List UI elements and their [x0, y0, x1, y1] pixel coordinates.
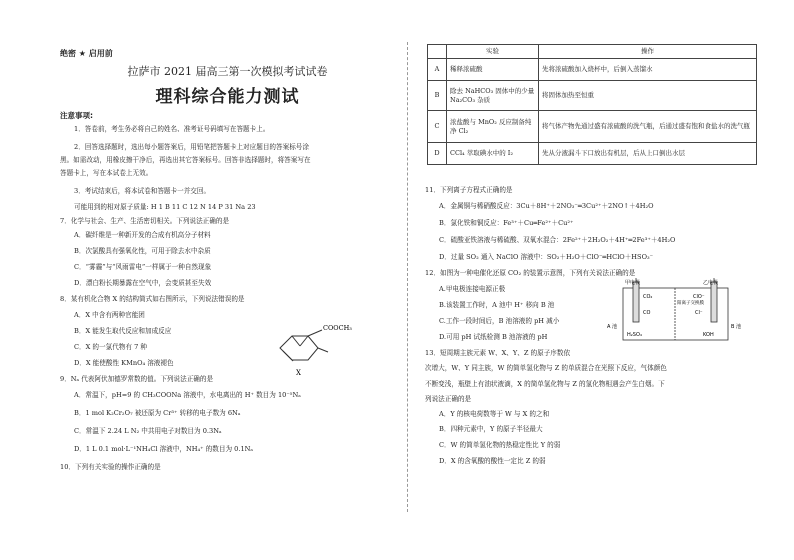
q13-option-b: B．四种元素中，Y 的原子半径最大: [439, 425, 543, 433]
table-header-row: [428, 45, 757, 59]
note-2: 2．回答选择题时，选出每小题答案后，用铅笔把答题卡上对应题目的答案标号涂: [74, 143, 309, 151]
experiment-table: [427, 44, 757, 165]
table-row: [428, 143, 757, 165]
ester-label: COOCH₃: [323, 324, 352, 332]
row-label: D: [428, 143, 447, 165]
operation-cell: 将气体产物先通过盛有浓硫酸的洗气瓶，后通过盛有饱和食盐水的洗气瓶: [539, 111, 757, 143]
experiment-cell: CCl₄ 萃取碘水中的 I₂: [447, 143, 539, 165]
q13-stem: 13．短周期主族元素 W、X、Y、Z 的原子序数依: [425, 349, 571, 357]
methyl-bond: [318, 348, 328, 352]
right-pool-label: B 池: [731, 324, 742, 330]
confidential-mark: 绝密 ★ 启用前: [60, 49, 113, 58]
q12-stem: 12．如图为一种电催化还原 CO₂ 的装置示意图，下列有关说法正确的是: [425, 269, 636, 277]
bridge-bond: [300, 336, 308, 346]
bridge-bond: [292, 336, 300, 346]
exam-title: 拉萨市 2021 届高三第一次模拟考试试卷: [127, 65, 328, 78]
left-solution-label: H₂SO₄: [627, 332, 642, 338]
experiment-cell: 浓盐酸与 MnO₂ 反应制备纯净 Cl₂: [447, 111, 539, 143]
q11-option-c: C．硫酸亚铁溶液与稀硫酸、双氧水混合：2Fe²⁺＋2H₂O₂＋4H⁺═2Fe³⁺＋4H₂O: [439, 236, 676, 244]
membrane-label: 阳离子交换膜: [677, 301, 704, 306]
note-2-end: 答题卡上，写在本试卷上无效。: [60, 169, 153, 177]
q8-option-c: C．X 的一氯代物有 7 种: [74, 343, 147, 351]
left-electrode-label: 甲电极: [625, 280, 641, 286]
q9-option-b: B．1 mol K₂Cr₂O₇ 被还原为 Cr³⁺ 转移的电子数为 6Nₐ: [74, 409, 241, 417]
q12-option-d: D.可用 pH 试纸检测 B 池溶液的 pH: [439, 333, 548, 341]
experiment-cell: 稀释浓硫酸: [447, 59, 539, 81]
q13-option-d: D．X 的含氧酸的酸性一定比 Z 的弱: [439, 457, 546, 465]
notes-heading: 注意事项:: [60, 111, 93, 120]
table-header: 操作: [539, 45, 757, 59]
note-1: 1．答卷前，考生务必将自己的姓名、准考证号码填写在答题卡上。: [74, 125, 270, 133]
q9-option-c: C．常温下 2.24 L N₂ 中共用电子对数目为 0.3Nₐ: [74, 427, 222, 435]
double-bond: [283, 351, 293, 361]
q11-option-d: D．过量 SO₂ 通入 NaClO 溶液中：SO₂＋H₂O＋ClO⁻═HClO＋HSO₃⁻: [439, 253, 654, 261]
note-2-cont: 黑。如需改动，用橡皮擦干净后，再选出其它答案标号。回答非选择题时，将答案写在: [60, 156, 311, 164]
species-label: Cl⁻: [695, 310, 703, 316]
right-electrode-plate: [711, 282, 717, 322]
molecule-x-structure: [260, 318, 370, 378]
q13-stem-cont: 不断变浅，瓶壁上有油状液滴，X 的简单氢化物与 Z 的氢化物相遇会产生白烟。下: [425, 380, 665, 388]
q7-option-b: B．次氯酸具有强氧化性，可用于除去水中杂质: [74, 247, 211, 255]
column-divider: [407, 42, 408, 512]
species-label: CO₂: [643, 294, 653, 300]
q8-option-d: D．X 能使酸性 KMnO₄ 溶液褪色: [74, 359, 174, 367]
molecule-label: X: [296, 369, 301, 377]
ester-bond: [308, 330, 322, 336]
q8-option-a: A．X 中含有两种官能团: [74, 311, 145, 319]
q7-stem: 7．化学与社会、生产、生活密切相关。下列说法正确的是: [60, 217, 230, 225]
row-label: C: [428, 111, 447, 143]
q10-stem: 10．下列有关实验的操作正确的是: [60, 463, 161, 471]
species-label: ClO⁻: [693, 294, 705, 300]
q11-option-a: A．金属铜与稀硝酸反应：3Cu＋8H⁺＋2NO₃⁻═3Cu²⁺＋2NO↑＋4H₂O: [439, 202, 654, 210]
table-header: [428, 45, 447, 59]
operation-cell: 将固体加热至恒重: [539, 81, 757, 111]
q11-option-b: B．氯化铁和铜反应：Fe³⁺＋Cu═Fe²⁺＋Cu²⁺: [439, 219, 574, 227]
species-label: CO: [643, 310, 651, 316]
experiment-cell: 除去 NaHCO₃ 固体中的少量 Na₂CO₃ 杂质: [447, 81, 539, 111]
table-row: [428, 111, 757, 143]
main-title: 理科综合能力测试: [155, 87, 300, 107]
table-header: 实验: [447, 45, 539, 59]
q7-option-c: C．“雾霾”与“风雨雷电”一样属于一种自然现象: [74, 263, 212, 271]
table-row: [428, 59, 757, 81]
q12-option-b: B.该装置工作时，A 池中 H⁺ 移向 B 池: [439, 301, 555, 309]
q9-stem: 9．Nₐ 代表阿伏加德罗常数的值。下列说法正确的是: [60, 375, 214, 383]
q12-option-c: C.工作一段时间后，B 池溶液的 pH 减小: [439, 317, 560, 325]
q13-option-c: C．W 的简单氢化物的热稳定性比 Y 的弱: [439, 441, 561, 449]
right-electrode-label: 乙电极: [703, 280, 719, 286]
q11-stem: 11．下列离子方程式正确的是: [425, 186, 513, 194]
q13-option-a: A．Y 的核电荷数等于 W 与 X 的之和: [439, 410, 550, 418]
q7-option-d: D．漂白粉长期暴露在空气中，会变质甚至失效: [74, 279, 212, 287]
electrolysis-diagram: [603, 278, 753, 346]
q7-option-a: A．碳纤维是一种新开发的合成有机高分子材料: [74, 231, 211, 239]
q8-stem: 8．某有机化合物 X 的结构简式如右图所示，下列说法错误的是: [60, 295, 245, 303]
note-3: 3．考试结束后，将本试卷和答题卡一并交回。: [74, 187, 211, 195]
row-label: A: [428, 59, 447, 81]
operation-cell: 先从分液漏斗下口放出有机层，后从上口倒出水层: [539, 143, 757, 165]
q13-stem-end: 列说法正确的是: [425, 395, 472, 403]
q9-option-a: A．常温下，pH=9 的 CH₃COONa 溶液中，水电离出的 H⁺ 数目为 10⁻⁵Nₐ: [74, 391, 301, 399]
q13-stem-cont: 次增大，W、Y 同主族，W 的简单氢化物与 Z 的单质混合在光照下反应，气体颜色: [425, 364, 667, 372]
operation-cell: 先将浓硫酸加入烧杯中，后倒入蒸馏水: [539, 59, 757, 81]
row-label: B: [428, 81, 447, 111]
q8-option-b: B．X 能发生取代反应和加成反应: [74, 327, 172, 335]
right-solution-label: KOH: [703, 332, 714, 338]
atomic-mass-note: 可能用到的相对原子质量: H 1 B 11 C 12 N 14 P 31 Na 23: [74, 203, 256, 211]
left-pool-label: A 池: [607, 324, 618, 330]
ring-bond: [280, 336, 318, 360]
table-row: [428, 81, 757, 111]
q9-option-d: D．1 L 0.1 mol·L⁻¹NH₄Cl 溶液中，NH₄⁺ 的数目为 0.1Nₐ: [74, 445, 253, 453]
q12-option-a: A.甲电极连接电源正极: [439, 285, 506, 293]
left-electrode-plate: [633, 282, 639, 322]
